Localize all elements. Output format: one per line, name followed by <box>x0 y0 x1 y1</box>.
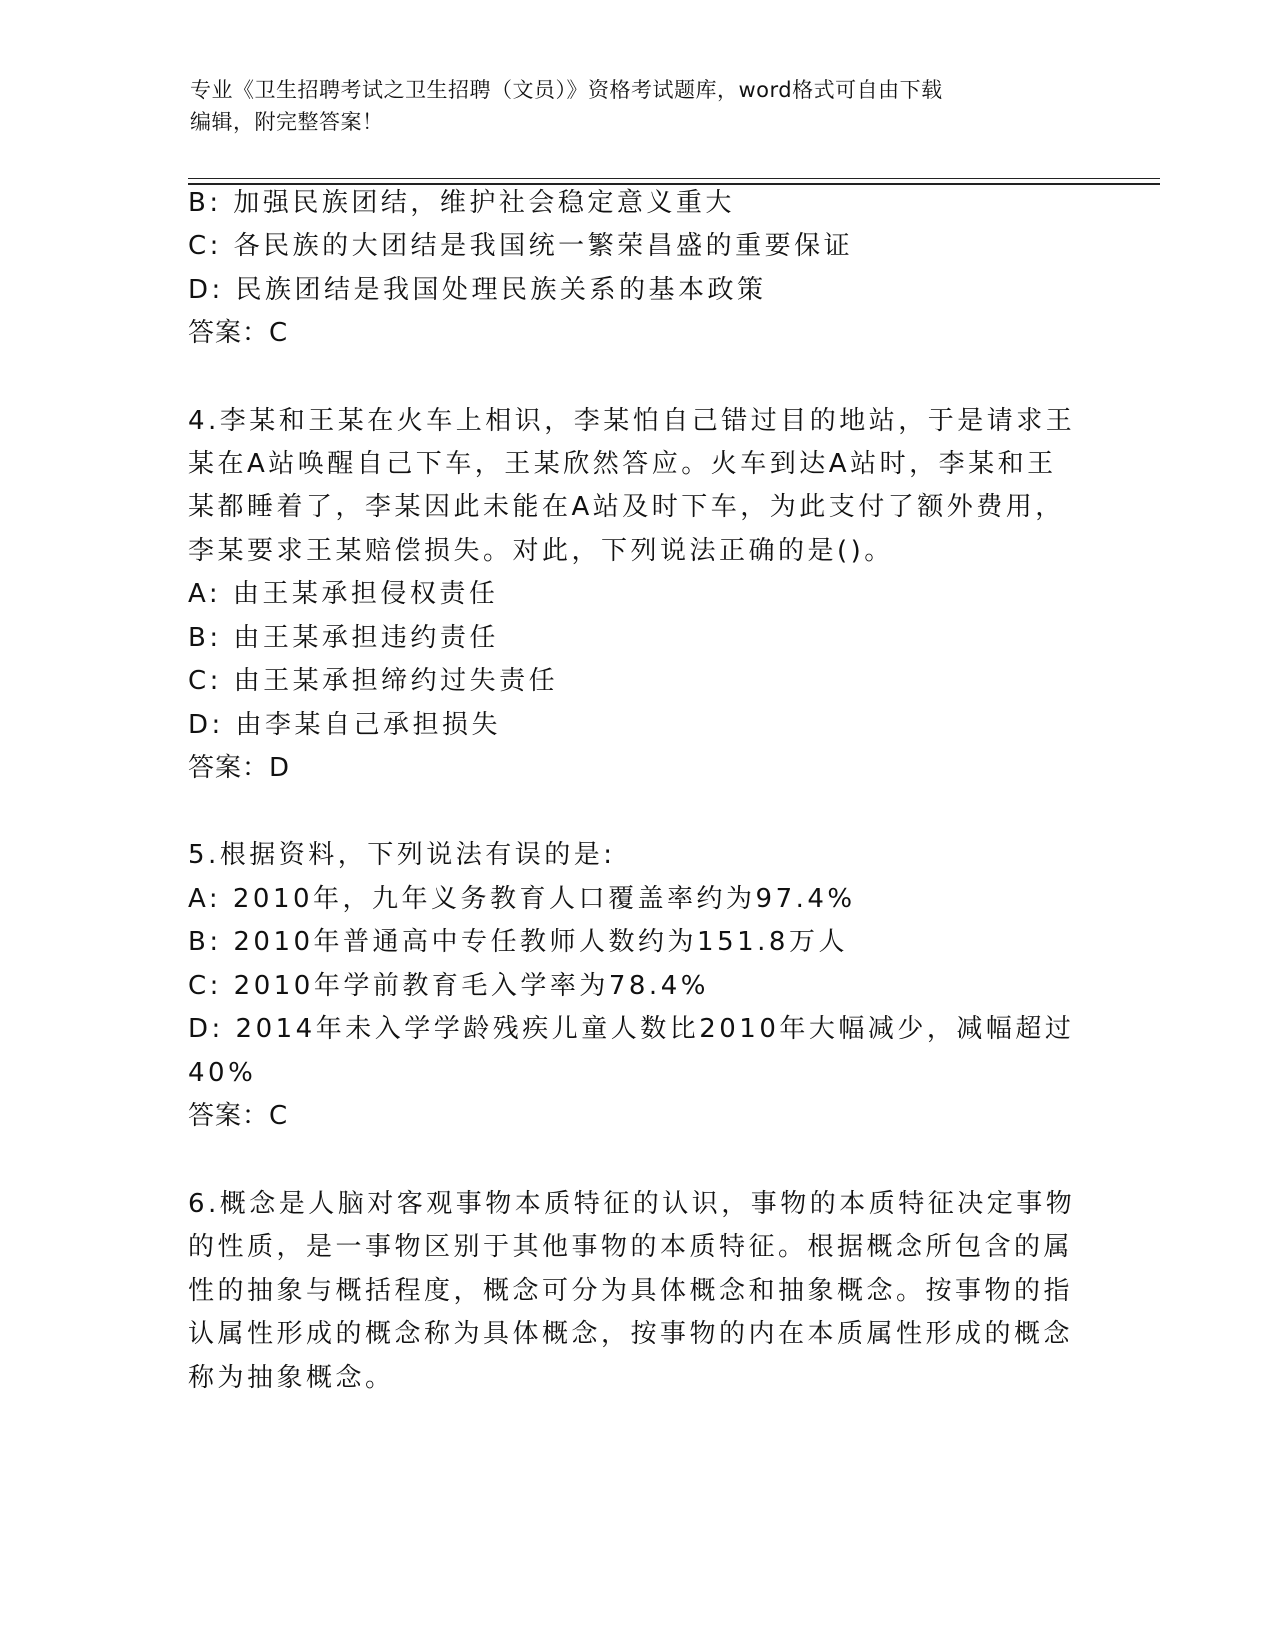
header-line-1: 专业《卫生招聘考试之卫生招聘（文员）》资格考试题库，word格式可自由下载 <box>190 78 943 102</box>
q5-stem: 5.根据资料，下列说法有误的是: <box>188 840 616 870</box>
header-divider-bottom <box>188 183 1160 185</box>
q5-option-a: A: 2010年，九年义务教育人口覆盖率约为97.4% <box>188 884 856 914</box>
q4-answer: 答案：D <box>188 753 291 783</box>
q5-answer: 答案：C <box>188 1101 289 1131</box>
q4-option-d: D: 由李某自己承担损失 <box>188 710 502 740</box>
page-header <box>190 74 1070 138</box>
q6-stem-line-1: 6.概念是人脑对客观事物本质特征的认识，事物的本质特征决定事物 <box>188 1189 1076 1219</box>
q3-option-c: C: 各民族的大团结是我国统一繁荣昌盛的重要保证 <box>188 231 854 261</box>
q5-option-d-line-1: D: 2014年未入学学龄残疾儿童人数比2010年大幅减少，减幅超过 <box>188 1014 1075 1044</box>
q3-option-d: D: 民族团结是我国处理民族关系的基本政策 <box>188 275 767 305</box>
q3-answer: 答案：C <box>188 318 289 348</box>
q4-stem-line-3: 某都睡着了，李某因此未能在A站及时下车，为此支付了额外费用， <box>188 492 1065 522</box>
q6-stem-line-4: 认属性形成的概念称为具体概念，按事物的内在本质属性形成的概念 <box>188 1319 1074 1349</box>
q4-option-b: B: 由王某承担违约责任 <box>188 623 499 653</box>
q5-option-d-line-2: 40% <box>188 1058 257 1088</box>
q6-stem-line-5: 称为抽象概念。 <box>188 1363 395 1393</box>
q5-option-c: C: 2010年学前教育毛入学率为78.4% <box>188 971 709 1001</box>
q3-option-b: B: 加强民族团结，维护社会稳定意义重大 <box>188 188 735 218</box>
q4-option-a: A: 由王某承担侵权责任 <box>188 579 499 609</box>
q4-stem-line-2: 某在A站唤醒自己下车，王某欣然答应。火车到达A站时，李某和王 <box>188 449 1057 479</box>
q4-option-c: C: 由王某承担缔约过失责任 <box>188 666 559 696</box>
header-line-2: 编辑，附完整答案！ <box>190 110 384 134</box>
q6-stem-line-3: 性的抽象与概括程度，概念可分为具体概念和抽象概念。按事物的指 <box>188 1276 1074 1306</box>
q5-option-b: B: 2010年普通高中专任教师人数约为151.8万人 <box>188 927 848 957</box>
q6-stem-line-2: 的性质，是一事物区别于其他事物的本质特征。根据概念所包含的属 <box>188 1232 1074 1262</box>
header-divider-top <box>188 178 1160 179</box>
q4-stem-line-1: 4.李某和王某在火车上相识，李某怕自己错过目的地站，于是请求王 <box>188 406 1076 436</box>
q4-stem-line-4: 李某要求王某赔偿损失。对此，下列说法正确的是()。 <box>188 536 894 566</box>
